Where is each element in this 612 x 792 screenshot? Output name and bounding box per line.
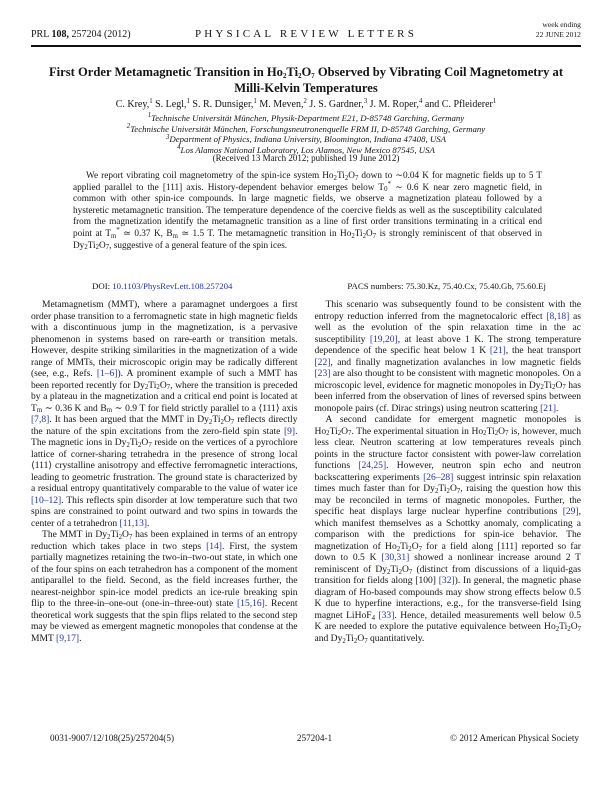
body-paragraph: A second candidate for emergent magnetic monopoles is $Ho_2Ti_2O_7$. The experimental situation in $Ho_2Ti_2O_7$ is, however, much less clear. Neutron scattering at low temperatures reveals pinch points in the structure factor consistent with power-law correlation functions [24,25]. However, neutron spin echo and neutron backscattering experiments [26–28] suggest intrinsic spin relaxation times much faster than for $Dy_2Ti_2O_7$, raising the question how this may be reconciled in terms of magnetic monopoles. Further, the specific heat displays large nuclear hyperfine contributions [29], which manifest themselves as a Schottky anomaly, complicating a comparison with the predictions for spin-ice behavior. The magnetization of $Ho_2Ti_2O_7$ for a field along [111] reported so far down to 0.5 K [30,31] showed a nonlinear increase around 2 T reminiscent of $Dy_2Ti_2O_7$ (distinct from discussions of a liquid-gas transition for fields along [100] [32]). In general, the magnetic phase diagram of Ho-based compounds may show strong effects below 0.5 K due to hyperfine interactions, e.g., for the transverse-field Ising magnet LiHoF$_4$ [33]. Hence, detailed measurements well below 0.5 K are needed to explore the putative equivalence between $Ho_2Ti_2O_7$ and $Dy_2Ti_2O_7$ quantitatively.	[314, 414, 582, 645]
footer-page-number: 257204-1	[296, 733, 333, 743]
author-line: C. Krey,$^1$ S. Legl,$^1$ S. R. Dunsiger,$^1$ M. Meven,$^2$ J. S. Gardner,$^3$ J. M. Roper,$^4$ and C. Pfleiderer$^1$	[115, 98, 497, 110]
citation-link[interactable]: [14]	[206, 540, 222, 552]
citation-link[interactable]: [1–6]	[96, 368, 118, 380]
citation-link[interactable]: [10–12]	[31, 494, 62, 506]
citation-link[interactable]: [9]	[283, 425, 296, 437]
doi-pacs-row	[92, 281, 546, 291]
citation-link[interactable]: [29]	[562, 506, 579, 518]
citation-link[interactable]: [24,25]	[358, 460, 387, 472]
affiliation-list	[20, 113, 592, 155]
journal-name: PHYSICAL REVIEW LETTERS	[194, 27, 418, 40]
body-columns	[31, 299, 581, 644]
affiliation-line: $^1$Technische Universität München, Physik-Department E21, D-85748 Garching, Germany	[147, 112, 465, 123]
citation-link[interactable]: [9,17]	[56, 632, 80, 644]
citation-link[interactable]: [30,31]	[381, 552, 410, 564]
pacs-numbers: PACS numbers: 75.30.Kz, 75.40.Cx, 75.40.Gb, 75.60.Ej	[347, 281, 546, 291]
affiliation-line: $^4$Los Alamos National Laboratory, Los Alamos, New Mexico 87545, USA	[177, 144, 435, 155]
body-left-column	[31, 299, 298, 644]
citation-link[interactable]: [21]	[540, 402, 557, 414]
received-line: (Received 13 March 2012; published 19 June 2012)	[212, 153, 400, 163]
citation-link[interactable]: [11,13]	[119, 517, 148, 529]
body-paragraph: This scenario was subsequently found to be consistent with the entropy reduction inferred from the magnetocaloric effect [8,18] as well as the evolution of the spin relaxation time in the ac susceptibility [19,20], at least above 1 K. The strong temperature dependence of the specific heat below 1 K [21], the heat transport [22], and finally magnetization avalanches in low magnetic fields [23] are also thought to be consistent with magnetic monopoles. On a microscopic level, evidence for magnetic monopoles in $Dy_2Ti_2O_7$ has been inferred from the observation of lines of reversed spins between monopole pairs (cf. Dirac strings) using neutron scattering [21].	[314, 299, 582, 414]
citation-link[interactable]: [32]	[438, 575, 455, 587]
doi-link[interactable]: 10.1103/PhysRevLett.108.257204	[112, 281, 233, 291]
page-footer	[31, 733, 581, 743]
affiliation-line: $^3$Department of Physics, Indiana University, Bloomington, Indiana 47408, USA	[166, 133, 446, 145]
citation-link[interactable]: [26–28]	[423, 471, 454, 483]
citation-link[interactable]: [7,8]	[31, 414, 50, 426]
citation-link[interactable]: [15,16]	[237, 598, 265, 610]
body-right-column	[315, 299, 582, 644]
citation-link[interactable]: [19,20]	[369, 333, 398, 345]
journal-header	[31, 20, 581, 47]
abstract-text: We report vibrating coil magnetometry of the spin-ice system $Ho_2Ti_2O_7$ down to ∼0.04 K for magnetic fields up to 5 T applied parallel to the [111] axis. History-dependent behavior emerges below $T_0^*$ ∼ 0.6 K near zero magnetic field, in common with other spin-ice compounds. In large magnetic fields, we observe a magnetization plateau followed by a hysteretic metamagnetic transition. The temperature dependence of the coercive fields as well as the susceptibility calculated from the magnetization identify the metamagnetic transition as a line of first order transitions terminating in a critical end point at $T_m^*$ ≃ 0.37 K, $B_m$ ≃ 1.5 T. The metamagnetic transition in $Ho_2Ti_2O_7$ is strongly reminiscent of that observed in $Dy_2Ti_2O_7$, suggestive of a general feature of the spin ices.	[73, 171, 542, 252]
body-paragraph: The MMT in $Dy_2Ti_2O_7$ has been explained in terms of an entropy reduction which takes place in two steps [14]. First, the system partially magnetizes retaining the two-in–two-out state, in which one of the four spins on each tetrahedron has a component of the moment antiparallel to the field. Second, as the field increases further, the nearest-neighbor spin-ice model predicts an ice-rule breaking spin flip to the three-in–one-out (one-in–three-out) state [15,16]. Recent theoretical work suggests that the spin flips related to the second step may be viewed as emergent magnetic monopoles that condense at the MMT [9,17].	[31, 529, 298, 644]
citation-link[interactable]: [33]	[378, 609, 395, 621]
doi-label: DOI:	[92, 281, 113, 291]
week-ending	[417, 20, 581, 40]
citation-link[interactable]: [21]	[489, 345, 506, 357]
journal-ref: PRL 108, 257204 (2012)	[31, 28, 131, 40]
week-ending-label: week ending	[542, 20, 581, 29]
citation-link[interactable]: [22]	[314, 356, 331, 368]
body-paragraph: Metamagnetism (MMT), where a paramagnet undergoes a first order phase transition to a ferromagnetic state in high magnetic fields with a discontinuous jump in the magnetization, is a pervasive phenomenon in systems based on rare-earth or transition metals. However, despite striking similarities in the magnetization of a wide range of MMTs, their microscopic origin may be radically different (see, e.g., Refs. [1–6]). A prominent example of such a MMT has been reported recently for $Dy_2Ti_2O_7$, where the transition is preceded by a plateau in the magnetization and a critical end point is located at $T_m$ ∼ 0.36 K and $B_m$ ∼ 0.9 T for field strictly parallel to a ⟨111⟩ axis [7,8]. It has been argued that the MMT in $Dy_2Ti_2O_7$ reflects directly the nature of the spin excitations from the zero-field spin state [9]. The magnetic ions in $Dy_2Ti_2O_7$ reside on the vertices of a pyrochlore lattice of corner-sharing tetrahedra in the presence of strong local ⟨111⟩ crystalline anisotropy and effective ferromagnetic interactions, leading to geometric frustration. The ground state is characterized by a residual entropy quantitatively comparable to the value of water ice [10–12]. This reflects spin disorder at low temperature such that two spins are constrained to point outward and two spins in towards the center of a tetrahedron [11,13].	[31, 299, 298, 529]
footer-copyright: © 2012 American Physical Society	[450, 733, 579, 743]
issue-date: 22 JUNE 2012	[535, 29, 581, 39]
page-title: First Order Metamagnetic Transition in $Ho_2Ti_2O_7$ Observed by Vibrating Coil Magnetometry at Milli-Kelvin Temperatures	[48, 65, 564, 96]
affiliation-line: $^2$Technische Universität München, Forschungsneutronenquelle FRM II, D-85748 Garching, Germany	[126, 122, 486, 134]
citation-link[interactable]: [8,18]	[546, 310, 570, 322]
doi-entry	[92, 281, 232, 291]
citation-link[interactable]: [23]	[314, 368, 331, 380]
footer-issn: 0031-9007/12/108(25)/257204(5)	[50, 733, 175, 743]
